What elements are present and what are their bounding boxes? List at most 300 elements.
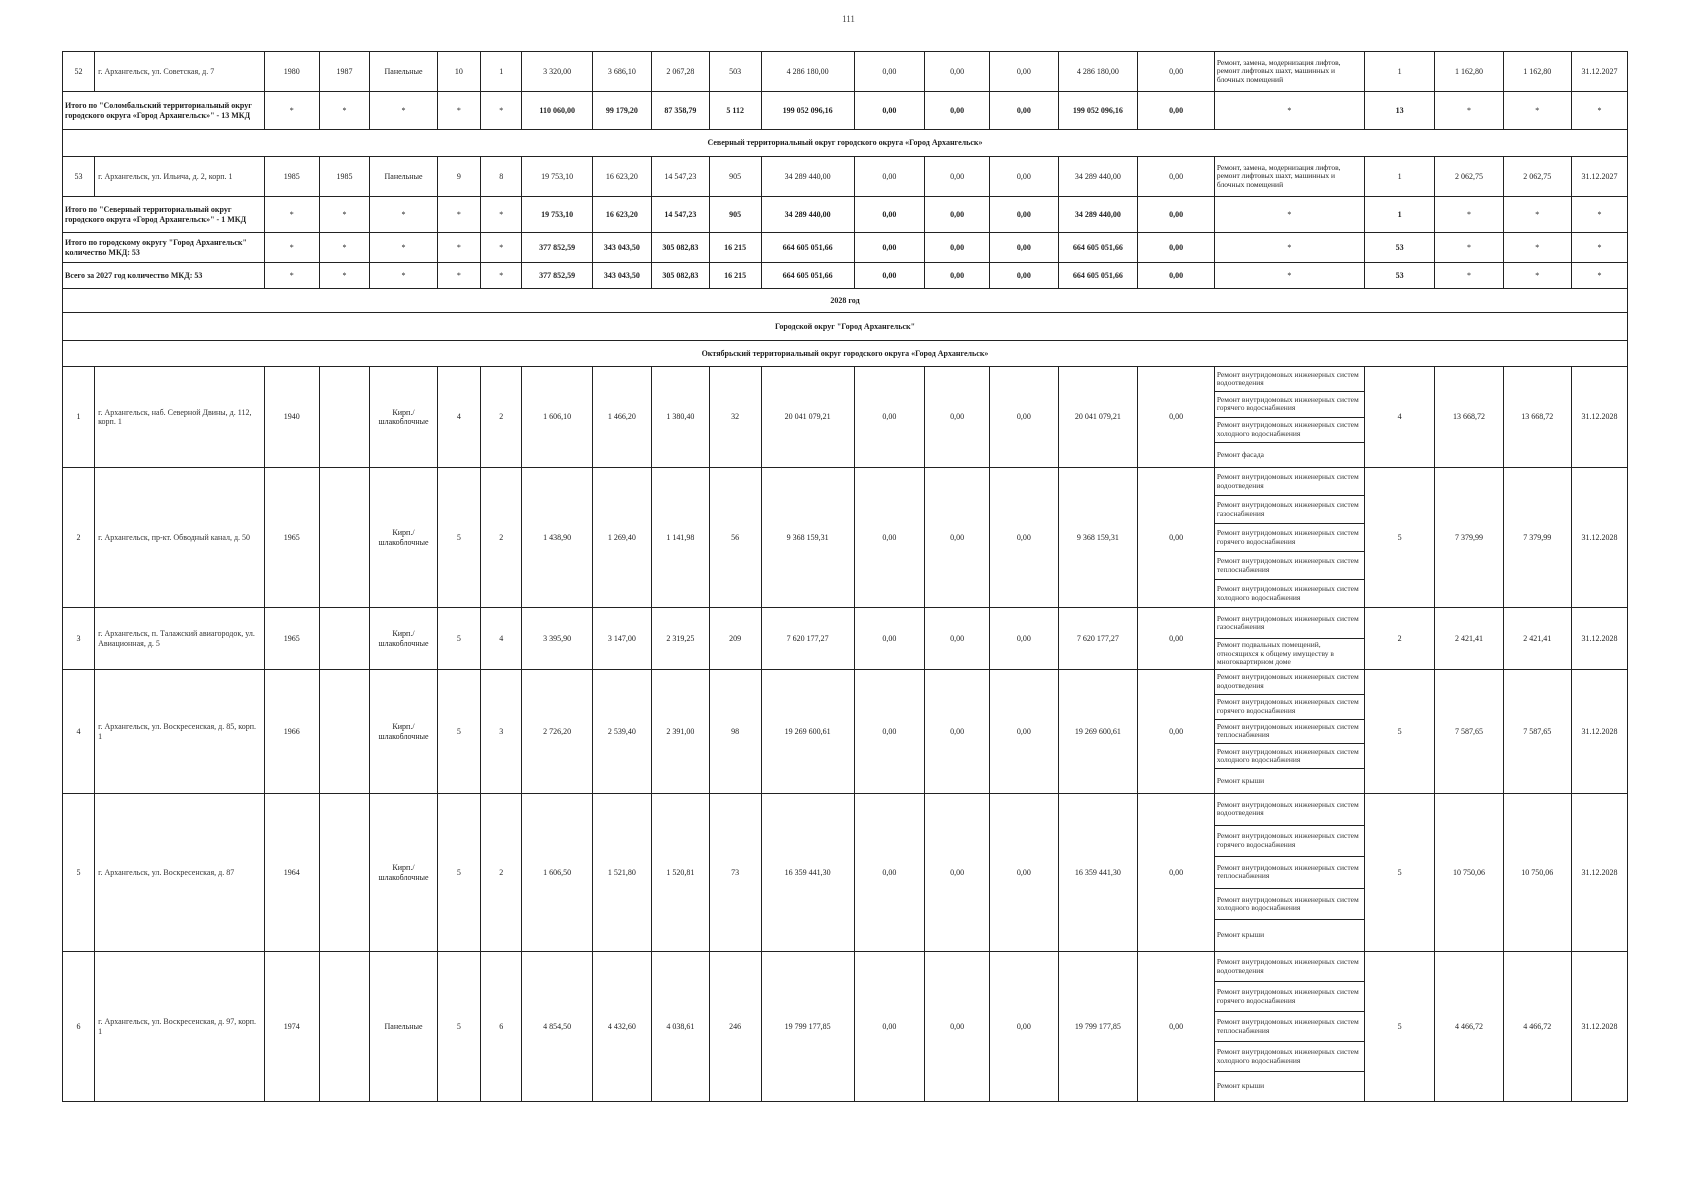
fund-local: 0,00: [990, 468, 1058, 608]
floors-count: *: [437, 92, 480, 130]
section-header-row: [63, 130, 1628, 157]
fund-federal: 0,00: [854, 197, 924, 233]
fund-local: 0,00: [990, 157, 1058, 197]
overhaul-year: [319, 468, 370, 608]
floors-count: *: [437, 233, 480, 263]
total-row: [63, 92, 1628, 130]
residents-count: 98: [709, 670, 761, 794]
works-count: 1: [1364, 52, 1434, 92]
premises-area: 99 179,20: [592, 92, 651, 130]
fund-local: 0,00: [990, 263, 1058, 289]
work-item: Ремонт внутридомовых инженерных систем водоотведения: [1215, 794, 1364, 826]
fund-owners: 34 289 440,00: [1058, 157, 1138, 197]
total-label: Итого по "Северный территориальный округ городского округа «Город Архангельск»" - 1 МКД: [63, 197, 265, 233]
wall-material: Кирп./ шлакоблочные: [370, 670, 437, 794]
work-item: Ремонт внутридомовых инженерных систем водоотведения: [1215, 670, 1364, 695]
fund-local: 0,00: [990, 670, 1058, 794]
wall-material: Панельные: [370, 157, 437, 197]
work-item: Ремонт внутридомовых инженерных систем теплоснабжения: [1215, 857, 1364, 889]
total-area: 19 753,10: [522, 157, 592, 197]
fund-federal: 0,00: [854, 468, 924, 608]
commission-year: 1964: [264, 794, 319, 952]
commission-year: 1965: [264, 468, 319, 608]
work-item: Ремонт крыши: [1216, 930, 1265, 940]
table-row: [63, 794, 1628, 952]
fund-owners: 664 605 051,66: [1058, 233, 1138, 263]
works-count: 1: [1364, 197, 1434, 233]
repair-cost: 19 269 600,61: [761, 670, 854, 794]
overhaul-year: [319, 794, 370, 952]
residential-area: 1 141,98: [651, 468, 709, 608]
row-number: 5: [63, 794, 95, 952]
fund-owners: 4 286 180,00: [1058, 52, 1138, 92]
premises-area: 343 043,50: [592, 263, 651, 289]
completion-date: 31.12.2028: [1571, 670, 1627, 794]
works-count: 5: [1364, 794, 1434, 952]
fund-regional: 0,00: [925, 233, 990, 263]
completion-date: *: [1571, 263, 1627, 289]
fund-other: 0,00: [1138, 233, 1215, 263]
wall-material: *: [370, 92, 437, 130]
unit-cost-limit: 2 421,41: [1503, 608, 1571, 670]
residential-area: 14 547,23: [651, 197, 709, 233]
works-count: 4: [1364, 367, 1434, 468]
fund-local: 0,00: [990, 367, 1058, 468]
works-count: 13: [1364, 92, 1434, 130]
building-address: г. Архангельск, п. Талажский авиагородок, ул. Авиационная, д. 5: [95, 608, 265, 670]
building-address: г. Архангельск, ул. Ильича, д. 2, корп. 1: [95, 157, 265, 197]
row-number: 53: [63, 157, 95, 197]
commission-year: 1965: [264, 608, 319, 670]
repair-cost: 7 620 177,27: [761, 608, 854, 670]
entrances-count: *: [481, 263, 522, 289]
works-list: *: [1214, 197, 1364, 233]
total-area: 377 852,59: [522, 233, 592, 263]
fund-other: 0,00: [1138, 952, 1215, 1102]
repair-cost: 199 052 096,16: [761, 92, 854, 130]
table-row: [63, 367, 1628, 468]
section-header-row: [63, 341, 1628, 367]
unit-cost: *: [1435, 263, 1503, 289]
total-area: 1 438,90: [522, 468, 592, 608]
work-item: Ремонт внутридомовых инженерных систем холодного водоснабжения: [1215, 744, 1364, 769]
table-row: [63, 52, 1628, 92]
floors-count: 5: [437, 608, 480, 670]
unit-cost-limit: *: [1503, 263, 1571, 289]
floors-count: *: [437, 197, 480, 233]
overhaul-year: *: [319, 233, 370, 263]
residents-count: 16 215: [709, 263, 761, 289]
section-title: Октябрьский территориальный округ городского округа «Город Архангельск»: [63, 341, 1628, 367]
work-item: Ремонт внутридомовых инженерных систем холодного водоснабжения: [1216, 584, 1359, 602]
residential-area: 2 319,25: [651, 608, 709, 670]
fund-local: 0,00: [990, 233, 1058, 263]
commission-year: 1974: [264, 952, 319, 1102]
wall-material: Кирп./ шлакоблочные: [370, 794, 437, 952]
fund-other: 0,00: [1138, 52, 1215, 92]
unit-cost: 7 379,99: [1435, 468, 1503, 608]
work-item: Ремонт внутридомовых инженерных систем водоотведения: [1215, 468, 1364, 496]
wall-material: *: [370, 197, 437, 233]
completion-date: 31.12.2028: [1571, 794, 1627, 952]
repair-cost: 19 799 177,85: [761, 952, 854, 1102]
work-item: Ремонт внутридомовых инженерных систем горячего водоснабжения: [1215, 826, 1364, 858]
floors-count: 5: [437, 670, 480, 794]
fund-regional: 0,00: [925, 670, 990, 794]
section-title: 2028 год: [63, 289, 1628, 313]
residents-count: 503: [709, 52, 761, 92]
overhaul-year: [319, 367, 370, 468]
building-address: г. Архангельск, пр-кт. Обводный канал, д. 50: [95, 468, 265, 608]
row-number: 3: [63, 608, 95, 670]
fund-other: 0,00: [1138, 794, 1215, 952]
residents-count: 16 215: [709, 233, 761, 263]
fund-owners: 664 605 051,66: [1058, 263, 1138, 289]
section-title: Городской округ "Город Архангельск": [63, 313, 1628, 341]
unit-cost-limit: *: [1503, 197, 1571, 233]
residential-area: 305 082,83: [651, 263, 709, 289]
table-row: [63, 157, 1628, 197]
residential-area: 1 380,40: [651, 367, 709, 468]
entrances-count: 3: [481, 670, 522, 794]
building-address: г. Архангельск, наб. Северной Двины, д. 112, корп. 1: [95, 367, 265, 468]
overhaul-year: 1985: [319, 157, 370, 197]
work-item: Ремонт внутридомовых инженерных систем холодного водоснабжения: [1215, 1042, 1364, 1072]
residential-area: 87 358,79: [651, 92, 709, 130]
commission-year: 1980: [264, 52, 319, 92]
premises-area: 16 623,20: [592, 157, 651, 197]
works-count: 53: [1364, 263, 1434, 289]
total-row: [63, 197, 1628, 233]
premises-area: 4 432,60: [592, 952, 651, 1102]
overhaul-year: *: [319, 263, 370, 289]
commission-year: 1966: [264, 670, 319, 794]
building-address: г. Архангельск, ул. Воскресенская, д. 85, корп. 1: [95, 670, 265, 794]
unit-cost: 7 587,65: [1435, 670, 1503, 794]
total-area: 1 606,50: [522, 794, 592, 952]
unit-cost: 10 750,06: [1435, 794, 1503, 952]
total-area: 1 606,10: [522, 367, 592, 468]
wall-material: Панельные: [370, 52, 437, 92]
fund-other: 0,00: [1138, 608, 1215, 670]
entrances-count: 6: [481, 952, 522, 1102]
works-count: 5: [1364, 468, 1434, 608]
fund-local: 0,00: [990, 92, 1058, 130]
fund-owners: 19 799 177,85: [1058, 952, 1138, 1102]
total-label: Итого по городскому округу "Город Архангельск" количество МКД: 53: [63, 233, 265, 263]
building-address: г. Архангельск, ул. Воскресенская, д. 97, корп. 1: [95, 952, 265, 1102]
wall-material: Кирп./ шлакоблочные: [370, 367, 437, 468]
unit-cost-limit: 1 162,80: [1503, 52, 1571, 92]
unit-cost-limit: 7 587,65: [1503, 670, 1571, 794]
residents-count: 56: [709, 468, 761, 608]
works-count: 1: [1364, 157, 1434, 197]
works-list: [1214, 952, 1364, 1102]
completion-date: 31.12.2028: [1571, 952, 1627, 1102]
completion-date: 31.12.2028: [1571, 367, 1627, 468]
repair-cost: 664 605 051,66: [761, 263, 854, 289]
work-item: Ремонт внутридомовых инженерных систем горячего водоснабжения: [1215, 524, 1364, 552]
fund-local: 0,00: [990, 52, 1058, 92]
floors-count: 5: [437, 794, 480, 952]
works-list: [1214, 468, 1364, 608]
wall-material: Панельные: [370, 952, 437, 1102]
fund-owners: 34 289 440,00: [1058, 197, 1138, 233]
residents-count: 905: [709, 197, 761, 233]
fund-owners: 199 052 096,16: [1058, 92, 1138, 130]
fund-other: 0,00: [1138, 367, 1215, 468]
premises-area: 343 043,50: [592, 233, 651, 263]
row-number: 6: [63, 952, 95, 1102]
unit-cost: 2 062,75: [1435, 157, 1503, 197]
entrances-count: 2: [481, 468, 522, 608]
fund-regional: 0,00: [925, 92, 990, 130]
total-area: 110 060,00: [522, 92, 592, 130]
works-list: *: [1214, 263, 1364, 289]
total-label: Всего за 2027 год количество МКД: 53: [63, 263, 265, 289]
total-area: 377 852,59: [522, 263, 592, 289]
premises-area: 1 466,20: [592, 367, 651, 468]
entrances-count: *: [481, 92, 522, 130]
unit-cost: 4 466,72: [1435, 952, 1503, 1102]
commission-year: *: [264, 197, 319, 233]
residents-count: 246: [709, 952, 761, 1102]
works-count: 5: [1364, 670, 1434, 794]
completion-date: *: [1571, 233, 1627, 263]
repair-cost: 9 368 159,31: [761, 468, 854, 608]
section-title: Северный территориальный округ городского округа «Город Архангельск»: [63, 130, 1628, 157]
fund-other: 0,00: [1138, 92, 1215, 130]
fund-other: 0,00: [1138, 157, 1215, 197]
page-number: 111: [842, 14, 855, 24]
fund-owners: 19 269 600,61: [1058, 670, 1138, 794]
work-item: Ремонт крыши: [1216, 1081, 1265, 1091]
entrances-count: 1: [481, 52, 522, 92]
unit-cost-limit: 10 750,06: [1503, 794, 1571, 952]
table-row: [63, 952, 1628, 1102]
row-number: 4: [63, 670, 95, 794]
residential-area: 1 520,81: [651, 794, 709, 952]
premises-area: 1 269,40: [592, 468, 651, 608]
residential-area: 2 067,28: [651, 52, 709, 92]
commission-year: *: [264, 233, 319, 263]
fund-other: 0,00: [1138, 670, 1215, 794]
work-item: Ремонт внутридомовых инженерных систем горячего водоснабжения: [1215, 392, 1364, 417]
work-item: Ремонт внутридомовых инженерных систем холодного водоснабжения: [1215, 889, 1364, 921]
fund-owners: 7 620 177,27: [1058, 608, 1138, 670]
residents-count: 5 112: [709, 92, 761, 130]
completion-date: 31.12.2028: [1571, 608, 1627, 670]
entrances-count: 8: [481, 157, 522, 197]
fund-federal: 0,00: [854, 263, 924, 289]
works-list: Ремонт, замена, модернизация лифтов, ремонт лифтовых шахт, машинных и блочных помещений: [1214, 157, 1364, 197]
building-address: г. Архангельск, ул. Воскресенская, д. 87: [95, 794, 265, 952]
unit-cost: 13 668,72: [1435, 367, 1503, 468]
residents-count: 73: [709, 794, 761, 952]
total-area: 3 395,90: [522, 608, 592, 670]
building-address: г. Архангельск, ул. Советская, д. 7: [95, 52, 265, 92]
fund-owners: 16 359 441,30: [1058, 794, 1138, 952]
repair-cost: 20 041 079,21: [761, 367, 854, 468]
floors-count: *: [437, 263, 480, 289]
total-area: 19 753,10: [522, 197, 592, 233]
works-list: [1214, 670, 1364, 794]
wall-material: *: [370, 263, 437, 289]
works-count: 5: [1364, 952, 1434, 1102]
unit-cost: 1 162,80: [1435, 52, 1503, 92]
wall-material: *: [370, 233, 437, 263]
works-list: [1214, 367, 1364, 468]
table-row: [63, 670, 1628, 794]
residential-area: 2 391,00: [651, 670, 709, 794]
overhaul-year: *: [319, 197, 370, 233]
work-item: Ремонт внутридомовых инженерных систем теплоснабжения: [1215, 552, 1364, 580]
fund-federal: 0,00: [854, 233, 924, 263]
fund-other: 0,00: [1138, 197, 1215, 233]
total-area: 3 320,00: [522, 52, 592, 92]
overhaul-year: [319, 608, 370, 670]
section-header-row: [63, 313, 1628, 341]
premises-area: 16 623,20: [592, 197, 651, 233]
commission-year: 1985: [264, 157, 319, 197]
work-item: Ремонт внутридомовых инженерных систем холодного водоснабжения: [1215, 418, 1364, 443]
fund-owners: 20 041 079,21: [1058, 367, 1138, 468]
wall-material: Кирп./ шлакоблочные: [370, 608, 437, 670]
work-item: Ремонт внутридомовых инженерных систем горячего водоснабжения: [1215, 695, 1364, 720]
completion-date: 31.12.2027: [1571, 52, 1627, 92]
unit-cost-limit: 7 379,99: [1503, 468, 1571, 608]
fund-federal: 0,00: [854, 52, 924, 92]
fund-regional: 0,00: [925, 794, 990, 952]
floors-count: 10: [437, 52, 480, 92]
entrances-count: *: [481, 233, 522, 263]
unit-cost: 2 421,41: [1435, 608, 1503, 670]
table-row: [63, 608, 1628, 670]
unit-cost-limit: *: [1503, 92, 1571, 130]
fund-regional: 0,00: [925, 952, 990, 1102]
work-item: Ремонт крыши: [1216, 775, 1265, 785]
residential-area: 4 038,61: [651, 952, 709, 1102]
works-list: Ремонт, замена, модернизация лифтов, ремонт лифтовых шахт, машинных и блочных помещений: [1214, 52, 1364, 92]
works-count: 2: [1364, 608, 1434, 670]
works-count: 53: [1364, 233, 1434, 263]
total-area: 2 726,20: [522, 670, 592, 794]
fund-federal: 0,00: [854, 670, 924, 794]
entrances-count: 2: [481, 367, 522, 468]
unit-cost-limit: *: [1503, 233, 1571, 263]
total-area: 4 854,50: [522, 952, 592, 1102]
fund-regional: 0,00: [925, 468, 990, 608]
unit-cost: *: [1435, 197, 1503, 233]
works-list: *: [1214, 233, 1364, 263]
completion-date: *: [1571, 92, 1627, 130]
fund-local: 0,00: [990, 197, 1058, 233]
residents-count: 905: [709, 157, 761, 197]
work-item: Ремонт внутридомовых инженерных систем водоотведения: [1215, 952, 1364, 982]
works-list: [1214, 794, 1364, 952]
work-item: Ремонт внутридомовых инженерных систем теплоснабжения: [1215, 1012, 1364, 1042]
wall-material: Кирп./ шлакоблочные: [370, 468, 437, 608]
fund-federal: 0,00: [854, 92, 924, 130]
floors-count: 9: [437, 157, 480, 197]
works-list: *: [1214, 92, 1364, 130]
overhaul-year: [319, 670, 370, 794]
fund-regional: 0,00: [925, 197, 990, 233]
fund-federal: 0,00: [854, 794, 924, 952]
fund-regional: 0,00: [925, 263, 990, 289]
commission-year: *: [264, 263, 319, 289]
floors-count: 4: [437, 367, 480, 468]
total-label: Итого по "Соломбальский территориальный округ городского округа «Город Архангельск»" - 13 МКД: [63, 92, 265, 130]
residents-count: 209: [709, 608, 761, 670]
fund-regional: 0,00: [925, 367, 990, 468]
fund-federal: 0,00: [854, 608, 924, 670]
unit-cost-limit: 2 062,75: [1503, 157, 1571, 197]
table-row: [63, 468, 1628, 608]
fund-local: 0,00: [990, 608, 1058, 670]
residential-area: 14 547,23: [651, 157, 709, 197]
row-number: 52: [63, 52, 95, 92]
premises-area: 1 521,80: [592, 794, 651, 952]
floors-count: 5: [437, 952, 480, 1102]
fund-local: 0,00: [990, 952, 1058, 1102]
fund-other: 0,00: [1138, 263, 1215, 289]
fund-regional: 0,00: [925, 608, 990, 670]
fund-regional: 0,00: [925, 157, 990, 197]
floors-count: 5: [437, 468, 480, 608]
fund-other: 0,00: [1138, 468, 1215, 608]
work-item: Ремонт внутридомовых инженерных систем горячего водоснабжения: [1215, 982, 1364, 1012]
row-number: 2: [63, 468, 95, 608]
entrances-count: *: [481, 197, 522, 233]
repair-program-table: [62, 51, 1628, 1102]
work-item: Ремонт внутридомовых инженерных систем газоснабжения: [1215, 608, 1364, 639]
residential-area: 305 082,83: [651, 233, 709, 263]
unit-cost: *: [1435, 233, 1503, 263]
premises-area: 3 147,00: [592, 608, 651, 670]
total-row: [63, 233, 1628, 263]
work-item: Ремонт внутридомовых инженерных систем газоснабжения: [1215, 496, 1364, 524]
repair-cost: 4 286 180,00: [761, 52, 854, 92]
commission-year: 1940: [264, 367, 319, 468]
repair-cost: 16 359 441,30: [761, 794, 854, 952]
commission-year: *: [264, 92, 319, 130]
fund-owners: 9 368 159,31: [1058, 468, 1138, 608]
overhaul-year: [319, 952, 370, 1102]
work-item: Ремонт подвальных помещений, относящихся к общему имуществу в многоквартирном доме: [1216, 640, 1334, 667]
fund-federal: 0,00: [854, 952, 924, 1102]
works-list: [1214, 608, 1364, 670]
work-item: Ремонт фасада: [1216, 449, 1265, 459]
fund-federal: 0,00: [854, 367, 924, 468]
unit-cost-limit: 4 466,72: [1503, 952, 1571, 1102]
fund-local: 0,00: [990, 794, 1058, 952]
repair-cost: 34 289 440,00: [761, 197, 854, 233]
overhaul-year: *: [319, 92, 370, 130]
repair-cost: 34 289 440,00: [761, 157, 854, 197]
row-number: 1: [63, 367, 95, 468]
entrances-count: 2: [481, 794, 522, 952]
work-item: Ремонт внутридомовых инженерных систем водоотведения: [1215, 367, 1364, 392]
residents-count: 32: [709, 367, 761, 468]
premises-area: 2 539,40: [592, 670, 651, 794]
completion-date: 31.12.2027: [1571, 157, 1627, 197]
completion-date: *: [1571, 197, 1627, 233]
unit-cost: *: [1435, 92, 1503, 130]
fund-federal: 0,00: [854, 157, 924, 197]
completion-date: 31.12.2028: [1571, 468, 1627, 608]
premises-area: 3 686,10: [592, 52, 651, 92]
